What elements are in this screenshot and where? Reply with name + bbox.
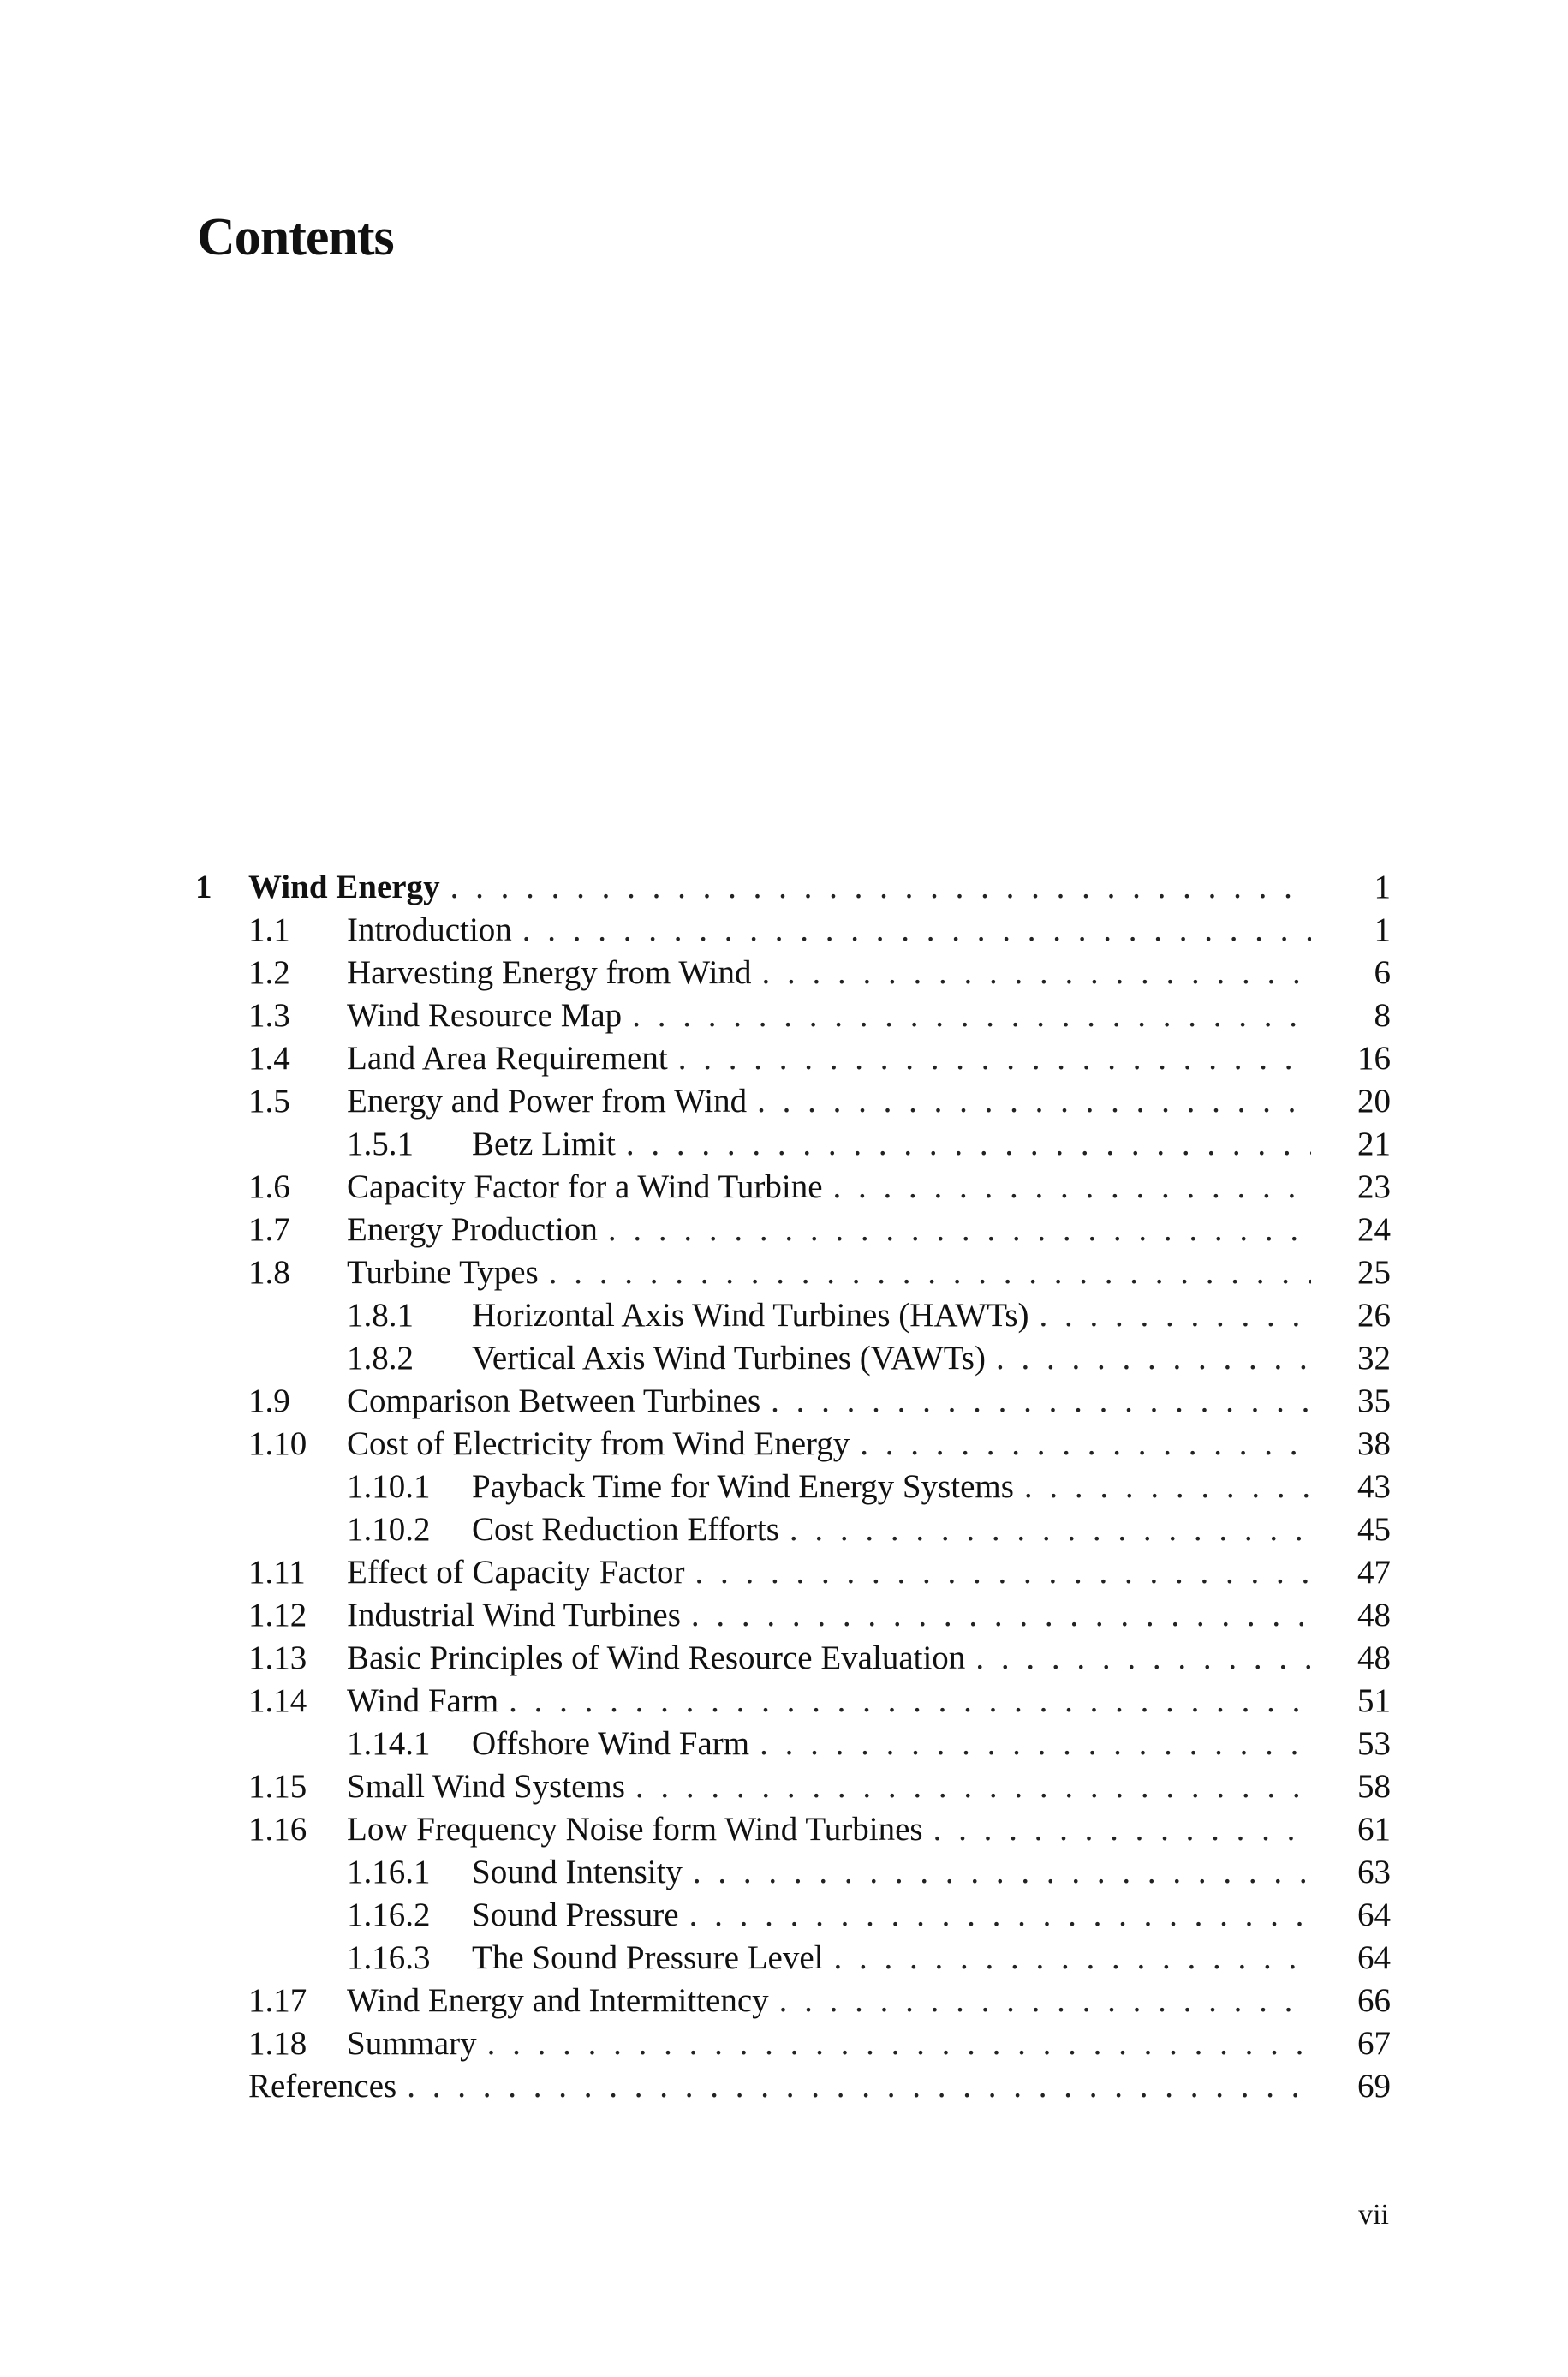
leader-dots (1040, 1294, 1311, 1337)
toc-entry-1-3[interactable] (0, 994, 1568, 1037)
leader-dots (833, 1166, 1311, 1209)
toc-entry-page: 32 (1357, 1340, 1391, 1377)
toc-entry-page: 21 (1357, 1126, 1391, 1162)
leader-dots (860, 1423, 1311, 1466)
toc-entry-1-4[interactable] (0, 1037, 1568, 1080)
toc-entry-number: 1.16.2 (347, 1896, 431, 1933)
toc-entry-page: 63 (1357, 1854, 1391, 1890)
toc-entry-1-8-1[interactable] (0, 1294, 1568, 1337)
toc-entry-1-16-2[interactable] (0, 1894, 1568, 1937)
toc-entry-1-15[interactable] (0, 1765, 1568, 1808)
toc-entry-label: Sound Intensity (472, 1854, 683, 1890)
leader-dots (975, 1637, 1311, 1680)
toc-entry-number: 1.9 (248, 1383, 290, 1419)
toc-entry-1-13[interactable] (0, 1637, 1568, 1680)
toc-entry-label: Low Frequency Noise form Wind Turbines (347, 1811, 923, 1848)
toc-entry-label: Energy Production (347, 1211, 598, 1248)
toc-entry-page: 20 (1357, 1083, 1391, 1120)
toc-entry-label: Summary (347, 2025, 477, 2062)
leader-dots (635, 1765, 1311, 1808)
toc-entry-number: 1.5.1 (347, 1126, 414, 1162)
toc-entry-1-17[interactable] (0, 1980, 1568, 2022)
toc-entry-number: 1.8 (248, 1254, 290, 1291)
toc-entry-page: 1 (1374, 869, 1391, 905)
toc-entry-label: Sound Pressure (472, 1896, 679, 1933)
toc-entry-page: 51 (1357, 1682, 1391, 1719)
leader-dots (678, 1037, 1311, 1080)
toc-entry-number: 1.5 (248, 1083, 290, 1120)
toc-entry-label: Payback Time for Wind Energy Systems (472, 1468, 1014, 1505)
toc-entry-1-16-3[interactable] (0, 1937, 1568, 1980)
toc-entry-number: 1.15 (248, 1768, 307, 1805)
toc-entry-number: 1.7 (248, 1211, 290, 1248)
toc-entry-1-16[interactable] (0, 1808, 1568, 1851)
leader-dots (691, 1594, 1311, 1637)
toc-entry-label: Capacity Factor for a Wind Turbine (347, 1168, 823, 1205)
toc-entry-label: Wind Energy and Intermittency (347, 1982, 769, 2019)
toc-entry-label: References (248, 2068, 397, 2105)
leader-dots (1024, 1466, 1311, 1508)
toc-entry-1-14-1[interactable] (0, 1723, 1568, 1765)
toc-entry-1-10-1[interactable] (0, 1466, 1568, 1508)
toc-entry-number: 1.10.1 (347, 1468, 431, 1505)
toc-entry-number: 1.10.2 (347, 1511, 431, 1548)
leader-dots (760, 1723, 1311, 1765)
toc-entry-page: 23 (1357, 1168, 1391, 1205)
leader-dots (689, 1894, 1311, 1937)
toc-entry-number: 1.18 (248, 2025, 307, 2062)
toc-entry-label: Wind Energy (248, 869, 440, 905)
leader-dots (933, 1808, 1311, 1851)
toc-entry-number: 1.2 (248, 954, 290, 991)
toc-entry-number: 1.1 (248, 911, 290, 948)
toc-entry-number: 1.17 (248, 1982, 307, 2019)
toc-entry-page: 24 (1357, 1211, 1391, 1248)
toc-entry-1-10-2[interactable] (0, 1508, 1568, 1551)
toc-entry-number: 1.14.1 (347, 1725, 431, 1762)
toc-entry-label: Comparison Between Turbines (347, 1383, 761, 1419)
toc-entry-references[interactable] (0, 2065, 1568, 2108)
leader-dots (632, 994, 1311, 1037)
toc-entry-page: 48 (1357, 1639, 1391, 1676)
toc-entry-label: The Sound Pressure Level (472, 1939, 824, 1976)
toc-entry-page: 67 (1357, 2025, 1391, 2062)
toc-entry-label: Industrial Wind Turbines (347, 1597, 681, 1633)
toc-entry-1-9[interactable] (0, 1380, 1568, 1423)
toc-entry-label: Vertical Axis Wind Turbines (VAWTs) (472, 1340, 986, 1377)
toc-entry-page: 6 (1374, 954, 1391, 991)
toc-entry-label: Energy and Power from Wind (347, 1083, 748, 1120)
leader-dots (509, 1680, 1311, 1723)
toc-entry-1-14[interactable] (0, 1680, 1568, 1723)
toc-entry-page: 64 (1357, 1896, 1391, 1933)
toc-entry-number: 1.16.1 (347, 1854, 431, 1890)
toc-entry-page: 38 (1357, 1425, 1391, 1462)
leader-dots (450, 866, 1311, 909)
toc-entry-page: 64 (1357, 1939, 1391, 1976)
toc-entry-number: 1.8.2 (347, 1340, 414, 1377)
leader-dots (407, 2065, 1311, 2108)
toc-entry-label: Cost of Electricity from Wind Energy (347, 1425, 850, 1462)
page-title: Contents (197, 208, 394, 266)
toc-entry-page: 43 (1357, 1468, 1391, 1505)
toc-entry-number: 1.14 (248, 1682, 307, 1719)
toc-entry-page: 58 (1357, 1768, 1391, 1805)
toc-entry-1-2[interactable] (0, 952, 1568, 994)
toc-entry-page: 8 (1374, 997, 1391, 1034)
toc-entry-chapter-1[interactable] (0, 866, 1568, 909)
toc-entry-1-8[interactable] (0, 1251, 1568, 1294)
toc-entry-1-18[interactable] (0, 2022, 1568, 2065)
toc-entry-page: 48 (1357, 1597, 1391, 1633)
toc-entry-label: Introduction (347, 911, 512, 948)
leader-dots (761, 952, 1311, 994)
toc-entry-number: 1.6 (248, 1168, 290, 1205)
toc-entry-number: 1 (195, 869, 212, 905)
toc-entry-label: Wind Farm (347, 1682, 499, 1719)
toc-entry-1-5[interactable] (0, 1080, 1568, 1123)
toc-entry-number: 1.3 (248, 997, 290, 1034)
toc-entry-label: Turbine Types (347, 1254, 539, 1291)
toc-entry-page: 69 (1357, 2068, 1391, 2105)
leader-dots (549, 1251, 1311, 1294)
toc-entry-label: Effect of Capacity Factor (347, 1554, 685, 1591)
toc-entry-1-10[interactable] (0, 1423, 1568, 1466)
toc-entry-page: 1 (1374, 911, 1391, 948)
toc-entry-label: Cost Reduction Efforts (472, 1511, 779, 1548)
toc-entry-1-8-2[interactable] (0, 1337, 1568, 1380)
toc-entry-label: Offshore Wind Farm (472, 1725, 750, 1762)
toc-entry-number: 1.11 (248, 1554, 306, 1591)
leader-dots (695, 1551, 1311, 1594)
toc-entry-page: 26 (1357, 1297, 1391, 1334)
toc-entry-label: Basic Principles of Wind Resource Evaluation (347, 1639, 966, 1676)
leader-dots (693, 1851, 1311, 1894)
toc-entry-number: 1.8.1 (347, 1297, 414, 1334)
toc-entry-1-11[interactable] (0, 1551, 1568, 1594)
toc-entry-label: Small Wind Systems (347, 1768, 625, 1805)
leader-dots (834, 1937, 1312, 1980)
toc-entry-page: 25 (1357, 1254, 1391, 1291)
toc-entry-number: 1.12 (248, 1597, 307, 1633)
page-number: vii (1358, 2199, 1389, 2231)
toc-entry-page: 61 (1357, 1811, 1391, 1848)
toc-entry-1-6[interactable] (0, 1166, 1568, 1209)
toc-entry-1-16-1[interactable] (0, 1851, 1568, 1894)
leader-dots (757, 1080, 1311, 1123)
toc-entry-page: 35 (1357, 1383, 1391, 1419)
leader-dots (996, 1337, 1311, 1380)
toc-entry-1-12[interactable] (0, 1594, 1568, 1637)
toc-entry-label: Wind Resource Map (347, 997, 623, 1034)
toc-entry-page: 53 (1357, 1725, 1391, 1762)
toc-entry-label: Harvesting Energy from Wind (347, 954, 752, 991)
toc-entry-number: 1.16 (248, 1811, 307, 1848)
leader-dots (487, 2022, 1311, 2065)
leader-dots (790, 1508, 1311, 1551)
toc-entry-number: 1.4 (248, 1040, 290, 1077)
leader-dots (779, 1980, 1311, 2022)
toc-entry-page: 45 (1357, 1511, 1391, 1548)
leader-dots (522, 909, 1311, 952)
leader-dots (771, 1380, 1311, 1423)
toc-entry-number: 1.10 (248, 1425, 307, 1462)
toc-entry-1-5-1[interactable] (0, 1123, 1568, 1166)
toc-entry-page: 66 (1357, 1982, 1391, 2019)
leader-dots (608, 1209, 1311, 1251)
toc-entry-page: 16 (1357, 1040, 1391, 1077)
toc-entry-number: 1.16.3 (347, 1939, 431, 1976)
toc-entry-label: Land Area Requirement (347, 1040, 668, 1077)
toc-entry-label: Horizontal Axis Wind Turbines (HAWTs) (472, 1297, 1029, 1334)
toc-entry-1-1[interactable] (0, 909, 1568, 952)
toc-entry-1-7[interactable] (0, 1209, 1568, 1251)
toc-entry-number: 1.13 (248, 1639, 307, 1676)
toc-entry-page: 47 (1357, 1554, 1391, 1591)
leader-dots (626, 1123, 1311, 1166)
toc-entry-label: Betz Limit (472, 1126, 616, 1162)
